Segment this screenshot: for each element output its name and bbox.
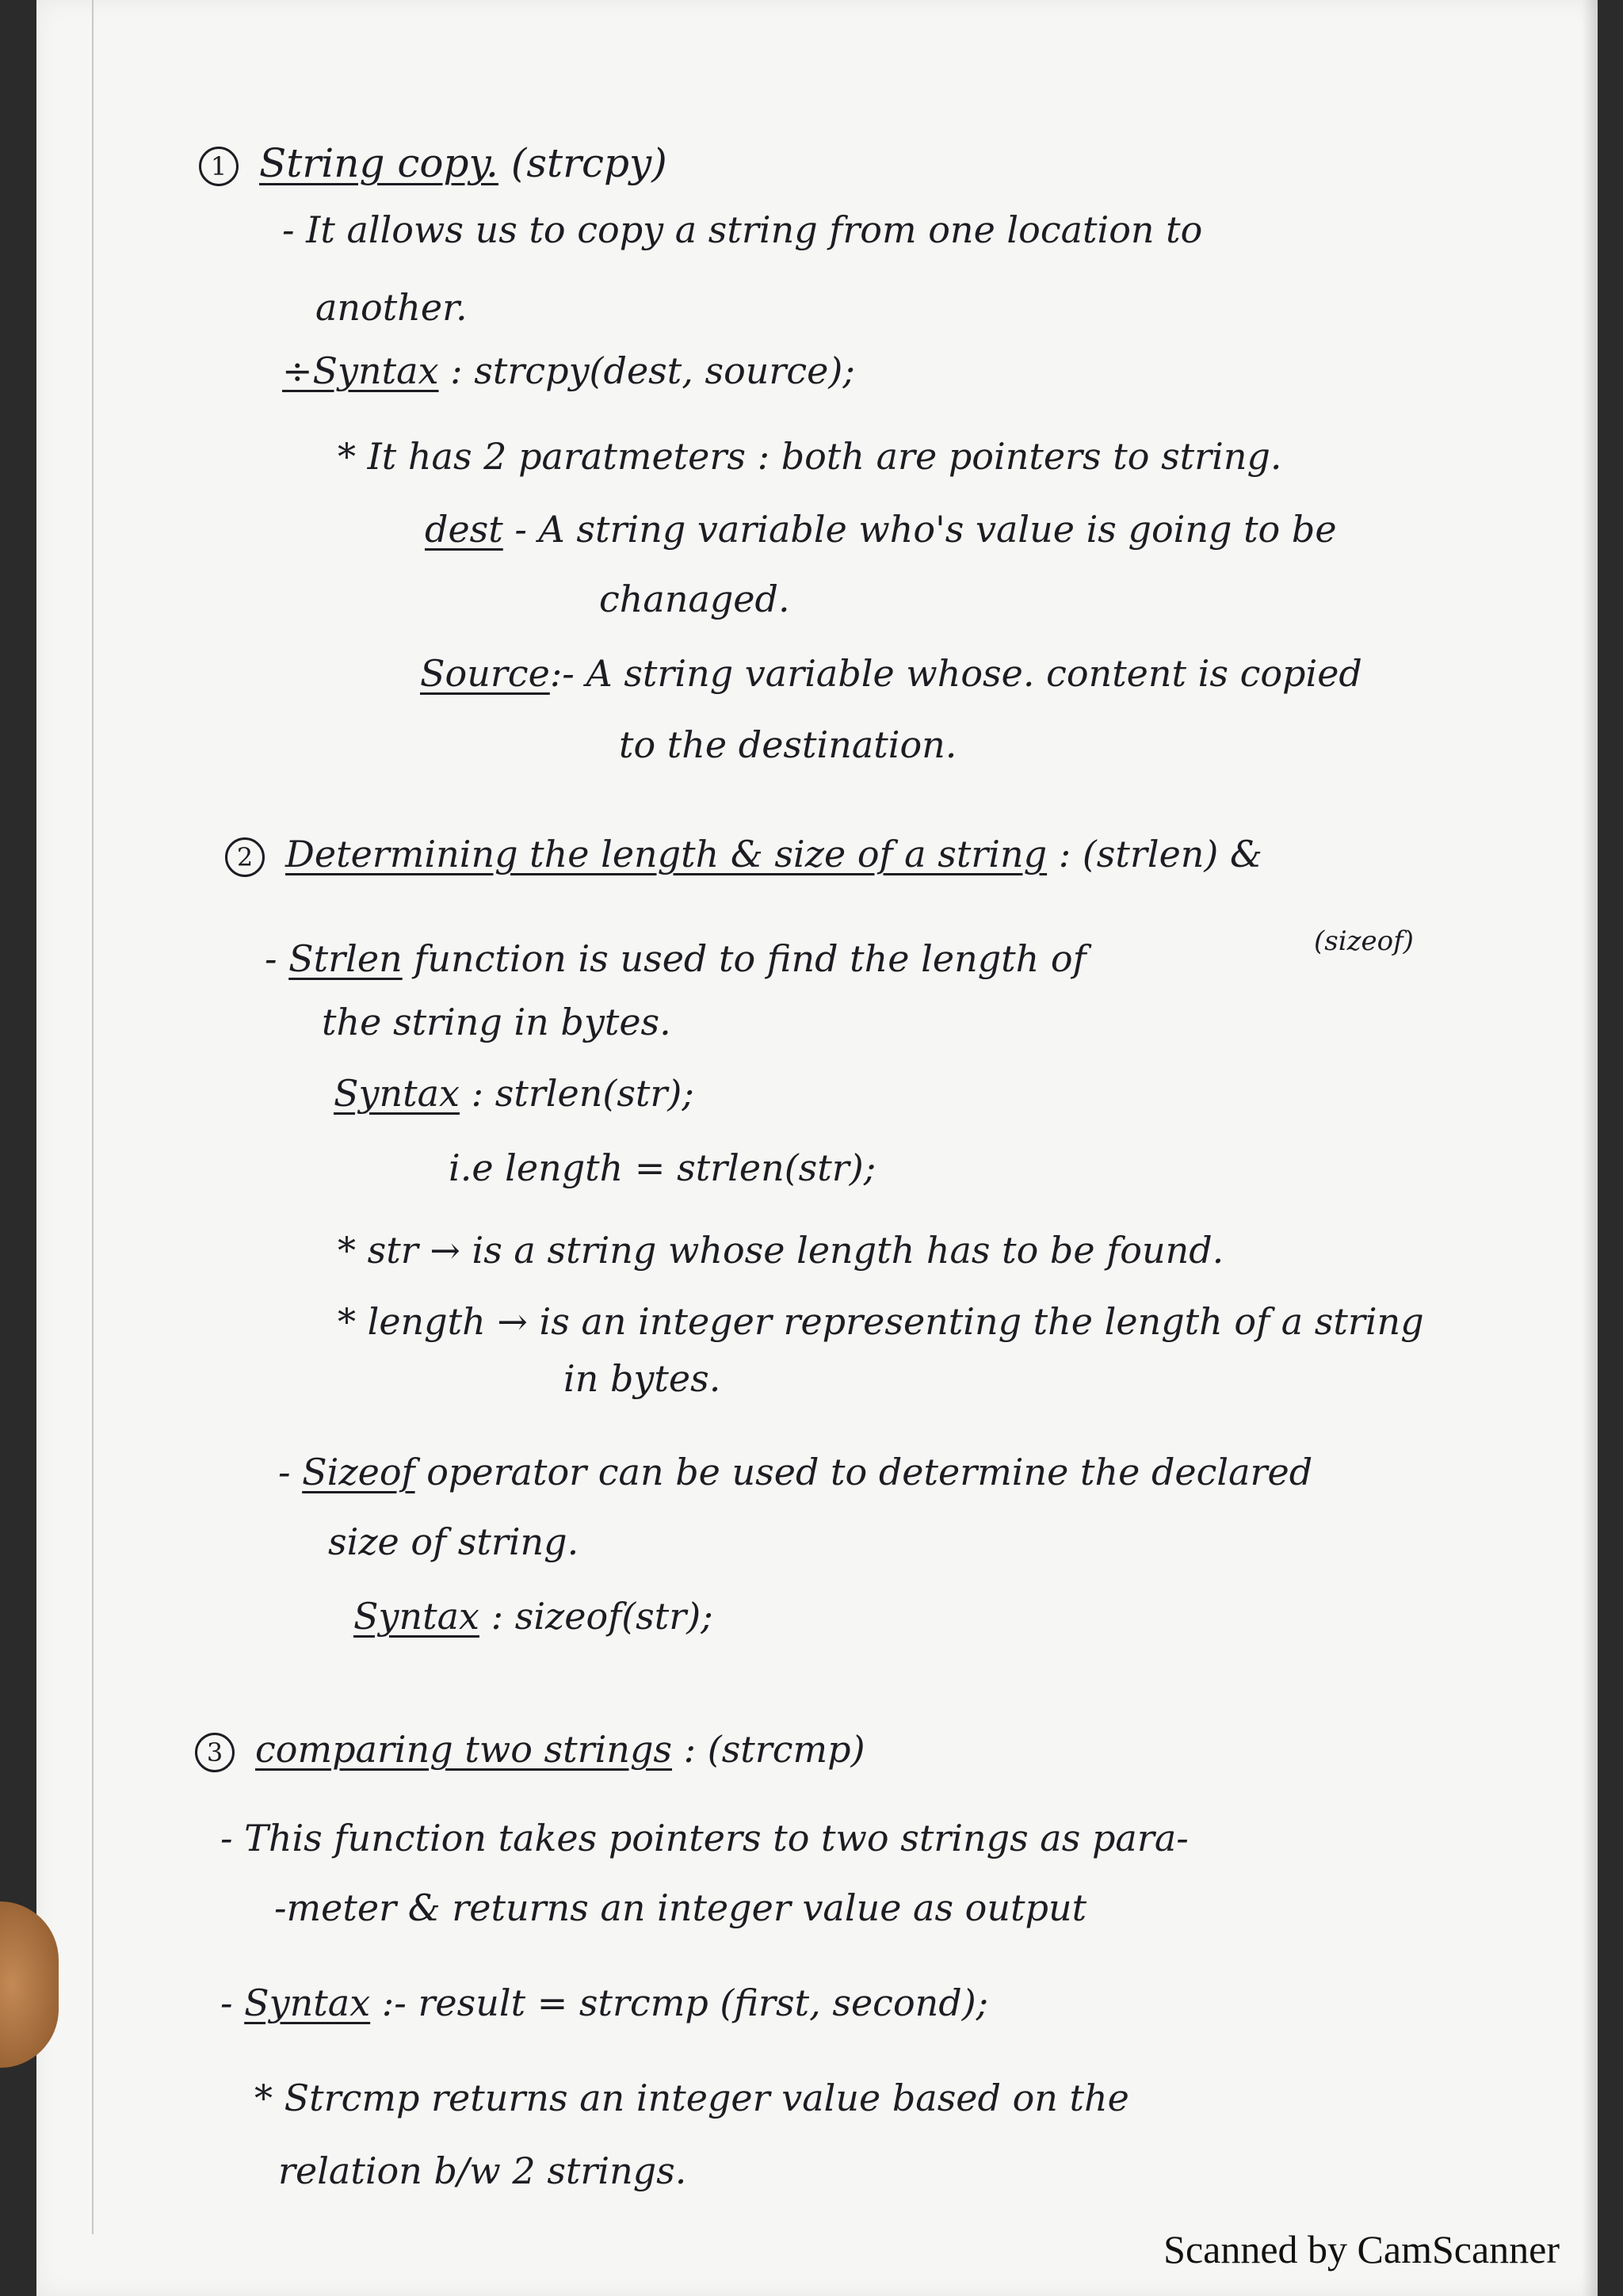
section-3-heading [195,1727,865,1772]
section-2-syntax [334,1071,694,1116]
sizeof-text: operator can be used to determine the declared [426,1451,1313,1493]
section-2-note-3: in bytes. [563,1357,721,1400]
section-3-note-1: * Strcmp returns an integer value based on the [254,2077,1129,2119]
strlen-label: Strlen [288,937,403,980]
section-3-syntax: - Syntax :- result = strcmp (first, second); [220,1981,989,2024]
desc-text: function is used to find the length of [414,937,1086,980]
scanned-page [36,0,1598,2296]
syntax-code: : strlen(str); [471,1072,694,1115]
section-2-example: i.e length = strlen(str); [449,1146,876,1189]
section-3-desc-2: -meter & returns an integer value as output [274,1886,1087,1929]
handwritten-notes [36,0,1598,2296]
section-2-desc-1: - Strlen function is used to find the length of [265,937,1086,980]
heading-tail: : (strlen) & [1058,833,1262,875]
syntax-code: : sizeof(str); [491,1595,713,1638]
section-number: 1 [199,147,239,186]
syntax-label: Syntax [244,1981,371,2024]
section-number: 3 [195,1733,235,1772]
sizeof-label: Sizeof [302,1451,415,1493]
section-1-note-1: * It has 2 paratmeters : both are pointers to string. [338,435,1282,478]
section-1-source [420,651,1362,696]
syntax-code: :- result = strcmp (first, second); [381,1981,989,2024]
scanner-watermark: Scanned by CamScanner [1163,2227,1560,2271]
section-1-source-2: to the destination. [619,723,957,766]
section-2-desc-2: the string in bytes. [322,1001,671,1043]
section-1-dest [425,507,1337,551]
section-2-heading [225,832,1262,877]
section-number: 2 [225,837,265,877]
syntax-label: Syntax [353,1595,479,1638]
heading-text: Determining the length & size of a string [285,833,1048,875]
syntax-code: : strcpy(dest, source); [450,349,855,392]
section-3-desc-1: - This function takes pointers to two strings as para- [220,1817,1189,1859]
section-1-heading [199,141,667,186]
source-text: :- A string variable whose. content is copied [549,652,1362,695]
section-1-desc-1: - It allows us to copy a string from one location to [282,208,1203,251]
section-1-syntax [282,349,855,393]
section-2-sizeof-1: - Sizeof operator can be used to determine the declared [278,1451,1313,1493]
section-2-syntax-2 [353,1594,713,1638]
dest-text: - A string variable who's value is going to be [514,508,1337,551]
dest-label: dest [425,508,503,551]
section-2-note-1: * str → is a string whose length has to be found. [338,1229,1224,1272]
heading-tail: (strcpy) [510,140,667,186]
section-2-note-2: * length → is an integer representing the length of a string [338,1300,1424,1343]
section-2-sizeof-2: size of string. [328,1520,579,1563]
section-3-note-2: relation b/w 2 strings. [278,2149,687,2192]
section-1-desc-2: another. [315,286,468,329]
syntax-label: Syntax [334,1072,460,1115]
sizeof-tag: (sizeof) [1314,925,1414,957]
heading-text: comparing two strings [255,1728,672,1771]
section-1-dest-2: chanaged. [599,578,790,620]
syntax-label: ÷Syntax [282,349,439,392]
heading-text: String copy. [259,140,498,186]
source-label: Source [420,652,550,695]
heading-tail: : (strcmp) [683,1728,865,1771]
